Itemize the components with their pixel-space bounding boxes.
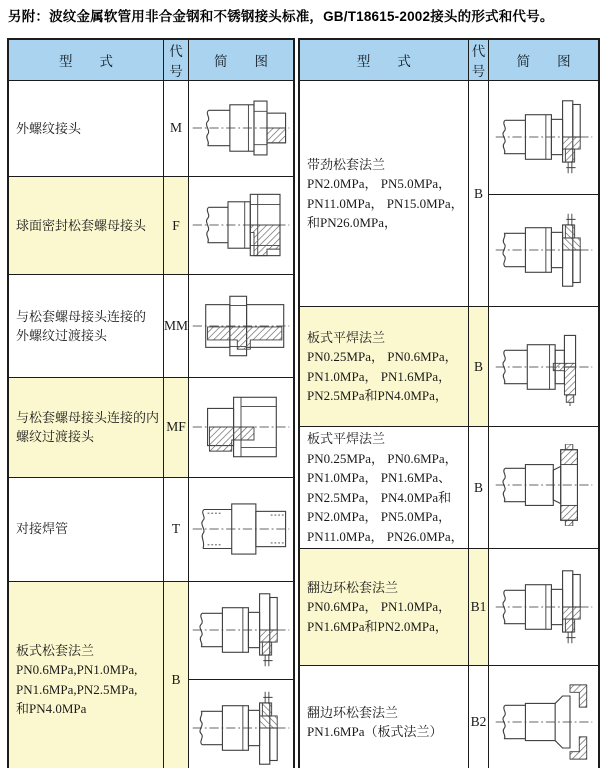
code-cell [468, 549, 489, 666]
code-cell [164, 477, 189, 581]
fitting-schematic-icon [492, 566, 596, 648]
diagram-cell [489, 549, 599, 666]
table-row [8, 477, 294, 581]
type-cell [8, 378, 164, 478]
pressure-rating-line: PN2.0MPa， PN5.0MPa， [307, 509, 452, 524]
pressure-rating-line: PN0.25MPa， PN0.6MPa， [307, 349, 458, 364]
code-label: T [171, 521, 181, 537]
col-header-type: 型 式 [299, 39, 468, 81]
col-header-code: 代号 [468, 39, 489, 81]
pressure-rating-line: PN2.0MPa， PN5.0MPa， [307, 176, 452, 191]
diagram-cell [189, 581, 295, 768]
pressure-rating-line: PN0.6MPa,PN1.0MPa, [16, 662, 138, 678]
fitting-schematic-icon [189, 285, 293, 367]
pressure-rating-line: PN1.0MPa， PN1.6MPa、 [307, 470, 452, 485]
code-label: B2 [470, 714, 487, 729]
fitting-schematic-icon [492, 96, 596, 178]
table-row [299, 307, 599, 427]
pressure-rating-line: PN1.6MPa（板式法兰） [307, 724, 443, 739]
col-header-type: 型 式 [8, 39, 164, 81]
table-row [8, 378, 294, 478]
diagram-cell [189, 477, 295, 581]
fitting-diagram-fit-t [189, 478, 293, 580]
pressure-rating-line: PN11.0MPa， PN26.0MPa， [307, 528, 464, 544]
code-cell [164, 176, 189, 275]
fitting-type-name: 与松套螺母接头连接的内 [16, 409, 160, 425]
type-cell [299, 666, 468, 768]
code-label: MF [166, 419, 186, 435]
col-header-diagram: 简 图 [189, 39, 295, 81]
pressure-rating-line: 螺纹过渡接头 [16, 429, 95, 445]
code-label: MM [164, 318, 189, 334]
fittings-table-right [298, 38, 600, 768]
fitting-diagram-fl-b2 [489, 666, 598, 768]
table-row [8, 81, 294, 177]
table-row [8, 275, 294, 378]
diagram-cell [189, 81, 295, 177]
fitting-schematic-icon [189, 87, 293, 169]
fitting-type-name: 翻边环松套法兰 [307, 579, 399, 595]
type-cell [299, 81, 468, 307]
type-cell [8, 275, 164, 378]
table-row [299, 81, 599, 307]
fitting-schematic-icon [189, 488, 293, 570]
code-label: B [473, 479, 483, 495]
type-cell [8, 81, 164, 177]
fitting-diagram-fl-down [489, 194, 598, 307]
fitting-type-name: 球面密封松套螺母接头 [16, 217, 147, 233]
code-cell [164, 275, 189, 378]
fitting-type-name: 板式松套法兰 [16, 642, 95, 658]
fitting-type-name: 板式平焊法兰 [307, 431, 386, 446]
fitting-schematic-icon [189, 184, 293, 266]
fittings-table-left [7, 38, 295, 768]
code-label: B [171, 671, 181, 687]
col-header-code: 代号 [164, 39, 189, 81]
diagram-cell [189, 378, 295, 478]
diagram-cell [489, 81, 599, 307]
table-row [299, 549, 599, 666]
code-cell [468, 81, 489, 307]
type-cell [299, 549, 468, 666]
pressure-rating-line: PN2.5MPa， PN4.0MPa和 [307, 489, 452, 505]
fitting-schematic-icon [189, 386, 293, 468]
fitting-diagram-fit-m [189, 81, 293, 175]
pressure-rating-line: PN0.25MPa， PN0.6MPa， [307, 450, 458, 466]
col-header-diagram: 简 图 [489, 39, 599, 81]
fitting-type-name: 板式平焊法兰 [307, 329, 386, 345]
fitting-diagram-fl-up [489, 549, 598, 665]
diagram-cell [489, 427, 599, 549]
fitting-diagram-fl-up [189, 582, 293, 680]
code-cell [164, 81, 189, 177]
code-cell [164, 378, 189, 478]
fitting-diagram-fl-up [489, 81, 598, 194]
fitting-type-name: 外螺纹接头 [16, 120, 82, 136]
fitting-diagram-fl-down [189, 679, 293, 768]
fitting-type-name: 对接焊管 [16, 521, 69, 537]
code-cell [468, 307, 489, 427]
table-row [299, 666, 599, 768]
fitting-type-name: 与松套螺母接头连接的 [16, 308, 147, 324]
code-cell [164, 581, 189, 768]
diagram-cell [489, 666, 599, 768]
fitting-schematic-icon [189, 687, 293, 768]
type-cell [299, 307, 468, 427]
pressure-rating-line: PN0.6MPa， PN1.0MPa， [307, 599, 452, 615]
pressure-rating-line: PN1.6MPa,PN2.5MPa, [16, 681, 138, 697]
diagram-cell [489, 307, 599, 427]
pressure-rating-line: PN1.6MPa和PN2.0MPa， [307, 618, 448, 634]
type-cell [8, 581, 164, 768]
code-label: F [172, 217, 180, 233]
fitting-diagram-fl-weld [489, 307, 598, 426]
diagram-cell [189, 275, 295, 378]
pressure-rating-line: PN2.5MPa和PN4.0MPa， [307, 388, 448, 403]
fitting-diagram-fl-sym [489, 427, 598, 542]
pressure-rating-line: 和PN4.0MPa [16, 701, 87, 717]
type-cell [8, 477, 164, 581]
pressure-rating-line: 和PN26.0MPa， [307, 215, 397, 230]
code-cell [468, 427, 489, 549]
fitting-schematic-icon [492, 444, 596, 526]
pressure-rating-line: PN1.0MPa， PN1.6MPa， [307, 368, 452, 384]
pressure-rating-line: 外螺纹过渡接头 [16, 328, 108, 344]
fitting-type-name: 翻边环松套法兰 [307, 704, 399, 720]
pressure-rating-line: PN11.0MPa， PN15.0MPa， [307, 195, 464, 211]
code-label: B [473, 185, 483, 201]
fitting-schematic-icon [492, 326, 596, 408]
code-cell [468, 666, 489, 768]
table-row [8, 176, 294, 275]
fitting-diagram-fit-mm [189, 275, 293, 376]
type-cell [299, 427, 468, 549]
fitting-schematic-icon [189, 589, 293, 671]
fitting-schematic-icon [492, 209, 596, 291]
fitting-diagram-fit-mf [189, 378, 293, 476]
table-row [8, 581, 294, 768]
header-row [8, 39, 294, 81]
code-label: B1 [470, 599, 487, 614]
code-label: B [473, 358, 483, 374]
page-title: 另附：波纹金属软管用非合金钢和不锈钢接头标准，GB/T18615-2002接头的形式和代号。 [8, 9, 554, 24]
fitting-type-name: 带劲松套法兰 [307, 156, 386, 172]
code-label: M [170, 120, 183, 136]
diagram-cell [189, 176, 295, 275]
fitting-diagram-fit-f [189, 177, 293, 274]
fitting-tables [7, 38, 600, 768]
table-row [299, 427, 599, 549]
type-cell [8, 176, 164, 275]
header-row [299, 39, 599, 81]
fitting-schematic-icon [492, 681, 596, 763]
